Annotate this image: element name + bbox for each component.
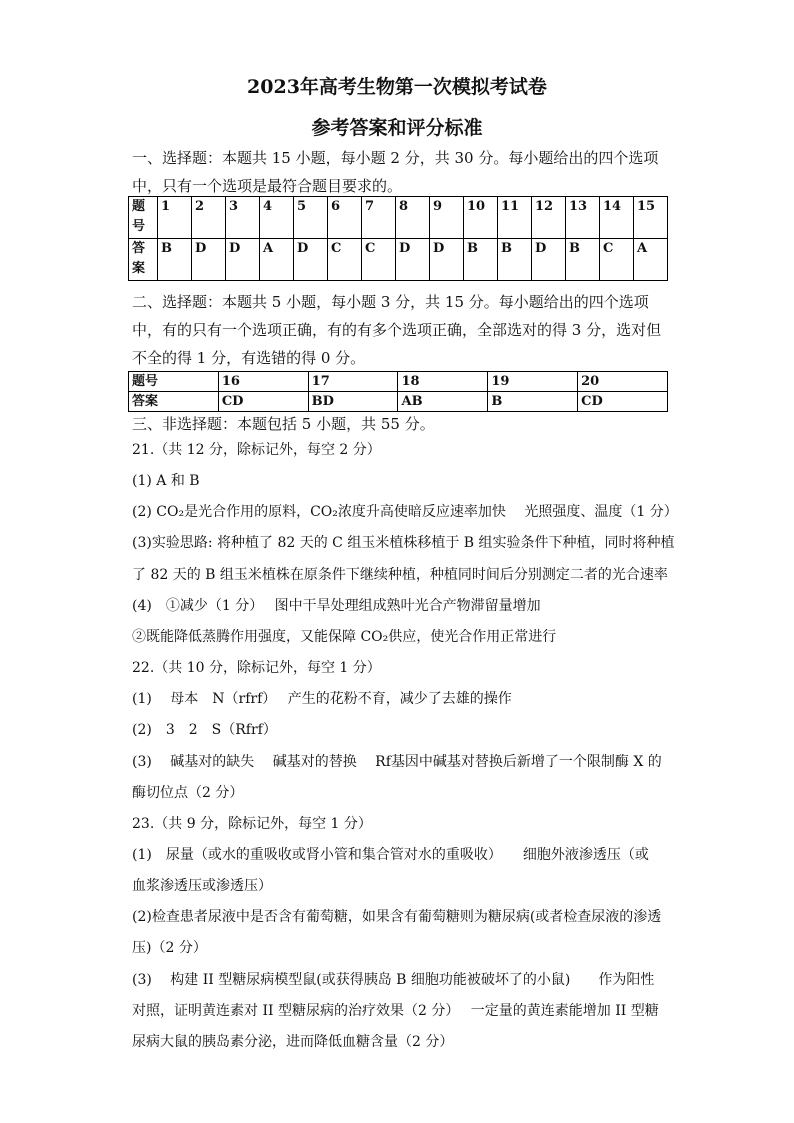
- answer-line: (4) ①减少（1 分） 图中干旱处理组成熟叶光合产物滞留量增加: [132, 598, 541, 614]
- answer-line: ②既能降低蒸腾作用强度，又能保障 CO₂供应，使光合作用正常进行: [132, 629, 557, 645]
- answer-line: 对照，证明黄连素对 II 型糖尿病的治疗效果（2 分） 一定量的黄连素能增加 II 型糖: [132, 1003, 659, 1019]
- number-cell: 12: [532, 197, 566, 239]
- answer-line: 压)（2 分）: [132, 940, 207, 956]
- answer-label-cell: 答案: [129, 239, 158, 281]
- answer-line: (1) 母本 N（rfrf） 产生的花粉不育，减少了去雄的操作: [132, 691, 512, 707]
- header-label-cell: 题号: [129, 197, 158, 239]
- answer-cell: D: [294, 239, 328, 281]
- section2-answer-table: [128, 371, 668, 412]
- number-cell: 14: [600, 197, 634, 239]
- answer-line: 21.（共 12 分，除标记外，每空 2 分）: [132, 442, 381, 458]
- answer-cell: A: [260, 239, 294, 281]
- answer-cell: D: [226, 239, 260, 281]
- section2-intro: 二、选择题：本题共 5 小题，每小题 3 分，共 15 分。每小题给出的四个选项中，有的只有一个选项正确，有的有多个选项正确，全部选对的得 3 分，选对但不全的得 1 分，有选错的得 0 分。: [132, 293, 662, 367]
- number-cell: 13: [566, 197, 600, 239]
- answer-cell: D: [396, 239, 430, 281]
- answer-line: 了 82 天的 B 组玉米植株在原条件下继续种植，种植同时间后分别测定二者的光合速率: [132, 567, 668, 583]
- answer-cell: C: [600, 239, 634, 281]
- answer-cell: D: [532, 239, 566, 281]
- answer-line: (3)实验思路: 将种植了 82 天的 C 组玉米植株移植于 B 组实验条件下种植，同时将种植: [132, 535, 675, 551]
- answer-line: 酶切位点（2 分）: [132, 785, 244, 801]
- answer-line: 尿病大鼠的胰岛素分泌，进而降低血糖含量（2 分）: [132, 1034, 454, 1050]
- number-cell: 18: [398, 372, 488, 392]
- section1-answer-table: [128, 196, 668, 281]
- answer-line: (3) 碱基对的缺失 碱基对的替换 Rf基因中碱基对替换后新增了一个限制酶 X 的: [132, 754, 662, 770]
- section3-intro: 三、非选择题：本题包括 5 小题，共 55 分。: [132, 415, 435, 433]
- number-cell: 2: [192, 197, 226, 239]
- answer-cell: CD: [578, 392, 668, 412]
- answer-cell: C: [328, 239, 362, 281]
- number-cell: 19: [488, 372, 578, 392]
- number-cell: 11: [498, 197, 532, 239]
- answer-cell: B: [158, 239, 192, 281]
- answer-cell: D: [430, 239, 464, 281]
- number-cell: 20: [578, 372, 668, 392]
- number-cell: 8: [396, 197, 430, 239]
- number-cell: 4: [260, 197, 294, 239]
- answer-cell: BD: [308, 392, 398, 412]
- exam-subtitle: 参考答案和评分标准: [311, 117, 483, 139]
- answer-line: 22.（共 10 分，除标记外，每空 1 分）: [132, 660, 381, 676]
- answer-line: (2) CO₂是光合作用的原料，CO₂浓度升高使暗反应速率加快 光照强度、温度（1 分）: [132, 504, 678, 520]
- answer-cell: C: [362, 239, 396, 281]
- answer-line: (3) 构建 II 型糖尿病模型鼠(或获得胰岛 B 细胞功能被破坏了的小鼠) 作为阳性: [132, 972, 655, 988]
- answer-cell: B: [498, 239, 532, 281]
- answer-label-cell: 答案: [129, 392, 219, 412]
- number-cell: 5: [294, 197, 328, 239]
- number-cell: 16: [218, 372, 308, 392]
- number-cell: 17: [308, 372, 398, 392]
- number-cell: 10: [464, 197, 498, 239]
- table-row-answers: [129, 392, 668, 412]
- number-cell: 9: [430, 197, 464, 239]
- answer-cell: B: [464, 239, 498, 281]
- table-row-answers: [129, 239, 668, 281]
- answer-line: (1) A 和 B: [132, 473, 200, 489]
- answer-cell: AB: [398, 392, 488, 412]
- number-cell: 15: [634, 197, 668, 239]
- answer-line: (1) 尿量（或水的重吸收或肾小管和集合管对水的重吸收） 细胞外液渗透压（或: [132, 847, 649, 863]
- exam-title: 2023年高考生物第一次模拟考试卷: [247, 76, 547, 98]
- header-label-cell: 题号: [129, 372, 219, 392]
- answer-cell: B: [488, 392, 578, 412]
- answer-cell: CD: [218, 392, 308, 412]
- answer-cell: D: [192, 239, 226, 281]
- answer-line: (2) 3 2 S（Rfrf）: [132, 722, 277, 738]
- number-cell: 6: [328, 197, 362, 239]
- table-row-numbers: [129, 197, 668, 239]
- answer-line: 血浆渗透压或渗透压）: [132, 878, 272, 894]
- number-cell: 1: [158, 197, 192, 239]
- number-cell: 7: [362, 197, 396, 239]
- section1-intro: 一、选择题：本题共 15 小题，每小题 2 分，共 30 分。每小题给出的四个选项中，只有一个选项是最符合题目要求的。: [132, 149, 659, 195]
- answer-cell: A: [634, 239, 668, 281]
- answer-line: (2)检查患者尿液中是否含有葡萄糖，如果含有葡萄糖则为糖尿病(或者检查尿液的渗透: [132, 909, 662, 925]
- answer-line: 23.（共 9 分，除标记外，每空 1 分）: [132, 816, 372, 832]
- answer-cell: B: [566, 239, 600, 281]
- table-row-numbers: [129, 372, 668, 392]
- number-cell: 3: [226, 197, 260, 239]
